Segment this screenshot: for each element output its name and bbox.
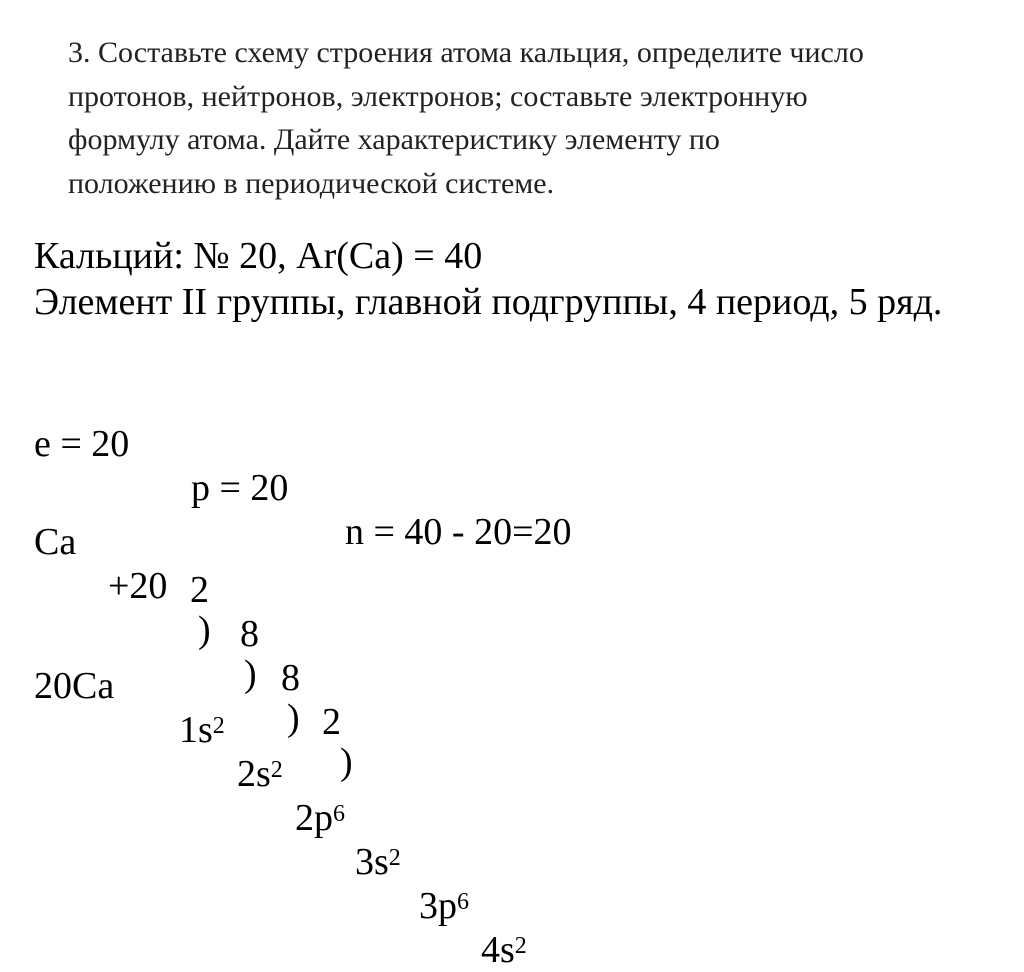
neutron-count: n = 40 - 20=20	[345, 511, 572, 553]
orbital-term	[355, 840, 401, 884]
task-line: формулу атома. Дайте характеристику элементу по	[68, 123, 720, 156]
orbital-base: 4s	[481, 929, 515, 971]
orbital-exponent: 6	[333, 801, 345, 827]
orbital-base: 1s	[179, 709, 213, 751]
orbital-exponent: 2	[514, 933, 527, 959]
shell-arc: )	[287, 697, 300, 739]
element-info: Кальций: № 20, Ar(Ca) = 40	[34, 235, 483, 277]
orbital-base: 2p	[295, 797, 333, 839]
orbital-exponent: 2	[212, 713, 225, 739]
orbital-base: 3p	[419, 885, 457, 927]
orbital-term	[237, 752, 283, 796]
task-line: 3. Составьте схему строения атома кальция, определите число	[68, 36, 864, 69]
orbital-term	[295, 796, 345, 840]
shell-arc: )	[198, 609, 211, 651]
orbital-exponent: 6	[457, 889, 469, 915]
electron-configuration	[34, 620, 527, 972]
orbital-exponent: 2	[270, 757, 283, 783]
shell-arc: )	[244, 653, 257, 695]
atom-symbol: Ca	[34, 521, 77, 563]
shell-arc: )	[340, 741, 353, 783]
electron-count: e = 20	[34, 423, 130, 465]
orbital-base: 2s	[237, 753, 271, 795]
orbital-base: 3s	[355, 841, 389, 883]
shell-electron-count: 8	[281, 657, 300, 699]
shell-electron-count: 8	[240, 613, 259, 655]
proton-count: p = 20	[191, 467, 289, 509]
task-statement	[68, 31, 988, 205]
shell-electron-count: 2	[322, 701, 341, 743]
orbital-term	[481, 928, 527, 972]
nucleus-charge: +20	[108, 565, 168, 607]
orbital-term	[419, 884, 469, 928]
orbital-term	[179, 708, 225, 752]
config-atom: 20Ca	[34, 665, 115, 707]
task-line: положению в периодической системе.	[68, 166, 555, 200]
orbital-exponent: 2	[388, 845, 401, 871]
task-line: протонов, нейтронов, электронов; составьте электронную	[68, 79, 808, 113]
group-info: Элемент II группы, главной подгруппы, 4 период, 5 ряд.	[34, 281, 943, 323]
shell-electron-count: 2	[190, 569, 209, 611]
